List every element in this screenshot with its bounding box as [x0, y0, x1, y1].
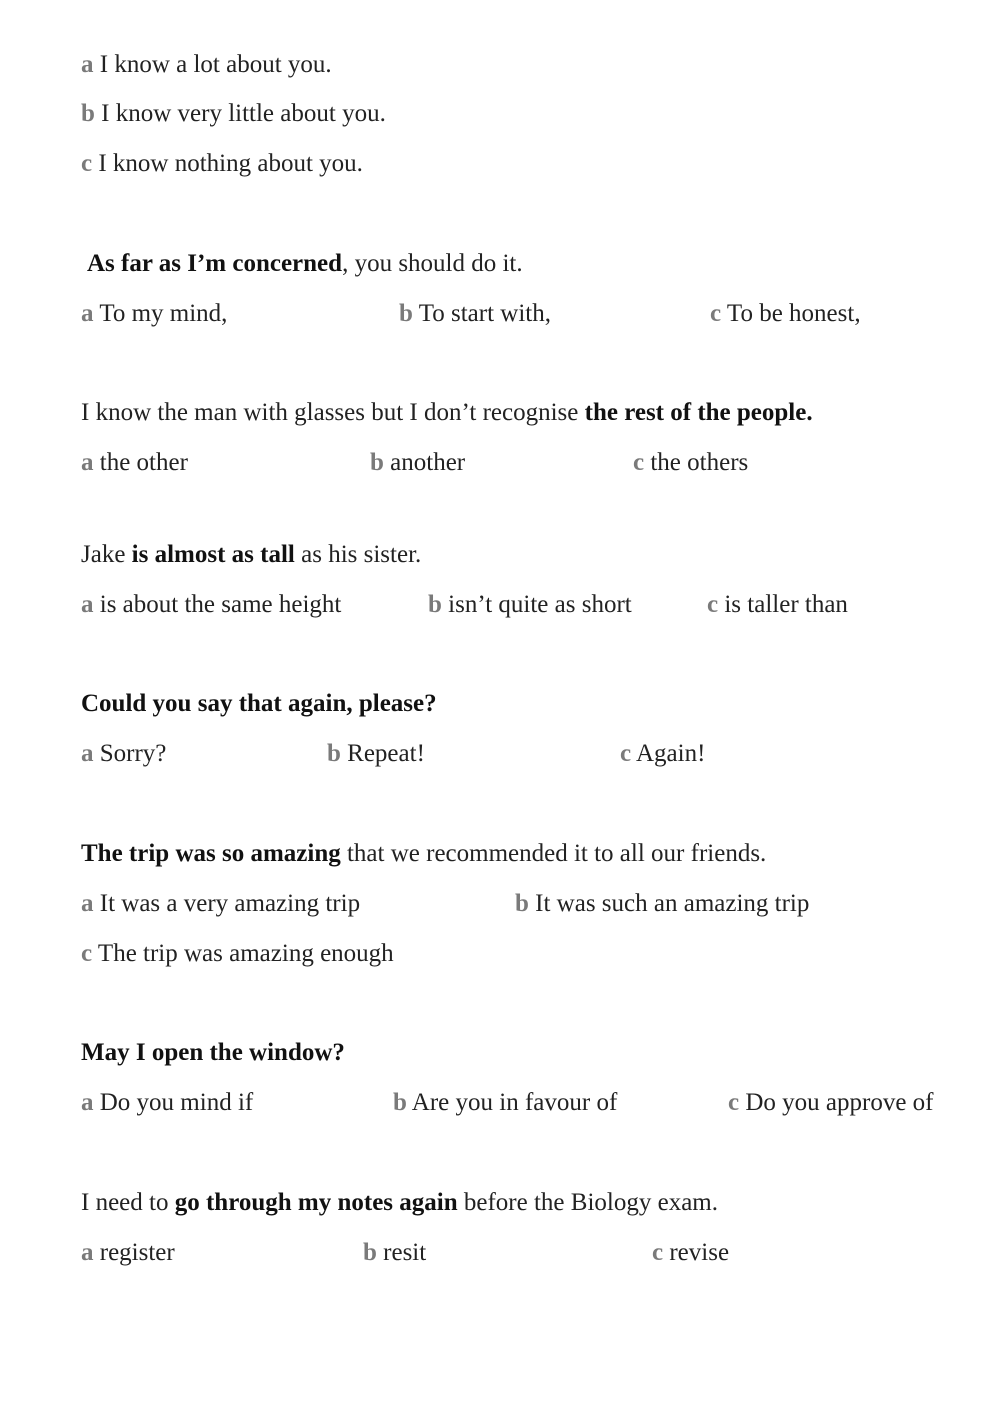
option-q4-b[interactable]	[327, 739, 425, 769]
option-letter: a	[81, 740, 94, 767]
option-text: is about the same height	[99, 591, 342, 618]
prompt-after: that we recommended it to all our friends.	[340, 840, 767, 867]
option-text: Again!	[635, 740, 706, 767]
option-text: revise	[669, 1239, 730, 1266]
option-q2-a[interactable]	[81, 448, 188, 478]
option-text: It was such an amazing trip	[535, 890, 810, 917]
option-q5-c[interactable]	[81, 939, 394, 969]
option-q5-b[interactable]	[515, 889, 809, 919]
option-letter: c	[710, 300, 722, 327]
option-text: I know a lot about you.	[99, 51, 332, 78]
option-letter: a	[81, 1239, 94, 1266]
option-letter: a	[81, 1089, 94, 1116]
question-5-prompt	[81, 839, 766, 869]
option-letter: c	[81, 150, 93, 177]
option-text: To start with,	[418, 300, 551, 327]
option-text: Do you mind if	[99, 1089, 254, 1116]
option-q0-c[interactable]	[81, 149, 363, 179]
option-q0-a[interactable]	[81, 50, 332, 80]
option-q6-c[interactable]	[728, 1088, 934, 1118]
option-text: Repeat!	[347, 740, 425, 767]
question-7-prompt	[81, 1188, 718, 1218]
option-text: To be honest,	[726, 300, 861, 327]
option-letter: c	[707, 591, 719, 618]
option-q5-a[interactable]	[81, 889, 360, 919]
option-letter: b	[393, 1089, 407, 1116]
option-text: Do you approve of	[745, 1089, 934, 1116]
option-text: the other	[99, 449, 188, 476]
option-text: register	[99, 1239, 175, 1266]
prompt-bold: May I open the window?	[81, 1039, 345, 1066]
option-q1-a[interactable]	[81, 299, 227, 329]
option-letter: c	[620, 740, 632, 767]
question-6-prompt	[81, 1038, 345, 1068]
option-letter: a	[81, 300, 94, 327]
prompt-before: I know the man with glasses but I don’t recognise	[81, 399, 585, 426]
prompt-bold: Could you say that again, please?	[81, 690, 437, 717]
option-q3-b[interactable]	[428, 590, 632, 620]
option-letter: a	[81, 890, 94, 917]
option-letter: b	[399, 300, 413, 327]
option-letter: b	[515, 890, 529, 917]
prompt-after: before the Biology exam.	[457, 1189, 718, 1216]
question-4-prompt	[81, 689, 437, 719]
prompt-after: , you should do it.	[342, 250, 523, 277]
option-text: resit	[383, 1239, 427, 1266]
prompt-bold: As far as I’m concerned	[87, 250, 343, 277]
option-text: I know very little about you.	[101, 100, 386, 127]
option-letter: b	[428, 591, 442, 618]
option-text: To my mind,	[99, 300, 228, 327]
prompt-before: Jake	[81, 541, 132, 568]
option-letter: a	[81, 449, 94, 476]
prompt-bold: is almost as tall	[131, 541, 295, 568]
option-letter: c	[652, 1239, 664, 1266]
option-q7-a[interactable]	[81, 1238, 175, 1268]
option-text: Are you in favour of	[411, 1089, 618, 1116]
prompt-bold: go through my notes again	[174, 1189, 458, 1216]
option-text: the others	[650, 449, 749, 476]
option-letter: b	[327, 740, 341, 767]
option-q1-c[interactable]	[710, 299, 861, 329]
option-q3-a[interactable]	[81, 590, 341, 620]
option-q7-b[interactable]	[363, 1238, 426, 1268]
option-letter: a	[81, 591, 94, 618]
option-text: another	[390, 449, 466, 476]
question-3-prompt	[81, 540, 421, 570]
option-text: is taller than	[724, 591, 848, 618]
option-q4-c[interactable]	[620, 739, 705, 769]
option-q2-b[interactable]	[370, 448, 465, 478]
option-q1-b[interactable]	[399, 299, 551, 329]
option-letter: b	[363, 1239, 377, 1266]
prompt-bold: The trip was so amazing	[81, 840, 341, 867]
option-letter: c	[81, 940, 93, 967]
option-letter: a	[81, 51, 94, 78]
option-letter: b	[370, 449, 384, 476]
question-1-prompt	[87, 249, 523, 279]
option-q6-b[interactable]	[393, 1088, 617, 1118]
option-text: I know nothing about you.	[98, 150, 363, 177]
option-q2-c[interactable]	[633, 448, 748, 478]
option-q4-a[interactable]	[81, 739, 166, 769]
option-letter: c	[633, 449, 645, 476]
option-text: The trip was amazing enough	[97, 940, 394, 967]
option-q7-c[interactable]	[652, 1238, 729, 1268]
prompt-bold: the rest of the people.	[584, 399, 813, 426]
option-q0-b[interactable]	[81, 99, 386, 129]
option-q3-c[interactable]	[707, 590, 848, 620]
prompt-before: I need to	[81, 1189, 175, 1216]
option-letter: c	[728, 1089, 740, 1116]
prompt-after: as his sister.	[294, 541, 422, 568]
option-text: Sorry?	[99, 740, 167, 767]
option-text: It was a very amazing trip	[99, 890, 361, 917]
option-letter: b	[81, 100, 95, 127]
option-q6-a[interactable]	[81, 1088, 253, 1118]
option-text: isn’t quite as short	[448, 591, 632, 618]
question-2-prompt	[81, 398, 813, 428]
